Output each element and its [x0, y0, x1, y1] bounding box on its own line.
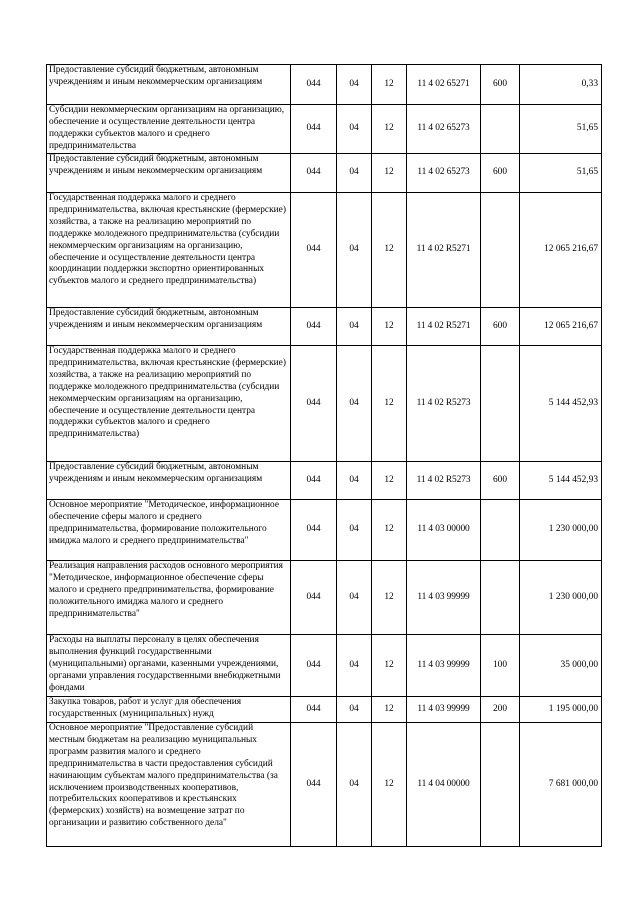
cell-rz: 04 — [337, 65, 372, 105]
cell-pr: 12 — [372, 561, 407, 635]
cell-csr: 11 4 02 65273 — [407, 105, 481, 154]
cell-grbs: 044 — [291, 462, 337, 500]
cell-csr: 11 4 03 99999 — [407, 635, 481, 697]
table-row — [47, 105, 602, 154]
table-row — [47, 308, 602, 346]
cell-csr: 11 4 02 R5273 — [407, 346, 481, 462]
cell-sum: 1 230 000,00 — [520, 500, 602, 561]
cell-csr: 11 4 02 R5271 — [407, 193, 481, 308]
cell-grbs: 044 — [291, 635, 337, 697]
cell-grbs: 044 — [291, 154, 337, 193]
cell-grbs: 044 — [291, 346, 337, 462]
cell-vr: 600 — [481, 308, 520, 346]
cell-pr: 12 — [372, 500, 407, 561]
cell-pr: 12 — [372, 105, 407, 154]
cell-vr — [481, 500, 520, 561]
cell-name: Субсидии некоммерческим организациям на организацию, обеспечение и осуществление деятельности центра поддержки субъектов малого и среднего предпринимательства — [47, 105, 291, 154]
cell-sum: 51,65 — [520, 154, 602, 193]
cell-pr: 12 — [372, 462, 407, 500]
cell-name: Предоставление субсидий бюджетным, автономным учреждениям и иным некоммерческим организациям — [47, 154, 291, 193]
cell-vr: 600 — [481, 462, 520, 500]
cell-pr: 12 — [372, 308, 407, 346]
cell-name: Закупка товаров, работ и услуг для обеспечения государственных (муниципальных) нужд — [47, 697, 291, 723]
cell-vr: 100 — [481, 635, 520, 697]
table-row — [47, 635, 602, 697]
cell-csr: 11 4 02 R5271 — [407, 308, 481, 346]
cell-name: Расходы на выплаты персоналу в целях обеспечения выполнения функций государственными (муниципальными) органами, казенными учреждениями, органами управления государственными внебюджетными фондами — [47, 635, 291, 697]
cell-name: Предоставление субсидий бюджетным, автономным учреждениям и иным некоммерческим организациям — [47, 65, 291, 105]
cell-pr: 12 — [372, 154, 407, 193]
cell-csr: 11 4 03 99999 — [407, 697, 481, 723]
cell-grbs: 044 — [291, 697, 337, 723]
cell-sum: 5 144 452,93 — [520, 346, 602, 462]
cell-name: Государственная поддержка малого и среднего предпринимательства, включая крестьянские (фермерские) хозяйства, а также на реализацию мероприятий по поддержке молодежного предпринимательства (субсидии некоммерческим организациям на организацию, обеспечение и осуществление деятельности центра поддержки субъектов малого и среднего предпринимательства) — [47, 346, 291, 462]
cell-rz: 04 — [337, 154, 372, 193]
cell-rz: 04 — [337, 462, 372, 500]
table-row — [47, 500, 602, 561]
table-row — [47, 346, 602, 462]
table-row — [47, 154, 602, 193]
cell-pr: 12 — [372, 697, 407, 723]
cell-sum: 1 230 000,00 — [520, 561, 602, 635]
cell-name: Основное мероприятие "Методическое, информационное обеспечение сферы малого и среднего предпринимательства, формирование положительного имиджа малого и среднего предпринимательства" — [47, 500, 291, 561]
table-row — [47, 462, 602, 500]
cell-sum: 0,33 — [520, 65, 602, 105]
table-row — [47, 193, 602, 308]
cell-vr: 600 — [481, 65, 520, 105]
cell-csr: 11 4 02 R5273 — [407, 462, 481, 500]
cell-vr — [481, 346, 520, 462]
cell-pr: 12 — [372, 635, 407, 697]
cell-pr: 12 — [372, 346, 407, 462]
cell-vr — [481, 723, 520, 847]
cell-csr: 11 4 02 65271 — [407, 65, 481, 105]
cell-rz: 04 — [337, 500, 372, 561]
cell-vr — [481, 105, 520, 154]
cell-grbs: 044 — [291, 723, 337, 847]
budget-table — [46, 64, 602, 847]
cell-grbs: 044 — [291, 500, 337, 561]
cell-name: Реализация направления расходов основного мероприятия "Методическое, информационное обеспечение сферы малого и среднего предпринимательства, формирование положительного имиджа малого и среднего предпринимательства" — [47, 561, 291, 635]
cell-name: Государственная поддержка малого и среднего предпринимательства, включая крестьянские (фермерские) хозяйства, а также на реализацию мероприятий по поддержке молодежного предпринимательства (субсидии некоммерческим организациям на организацию, обеспечение и осуществление деятельности центра координации поддержки экспортно ориентированных субъектов малого и среднего предпринимательства) — [47, 193, 291, 308]
cell-rz: 04 — [337, 697, 372, 723]
cell-grbs: 044 — [291, 65, 337, 105]
cell-sum: 35 000,00 — [520, 635, 602, 697]
cell-sum: 7 681 000,00 — [520, 723, 602, 847]
table-row — [47, 65, 602, 105]
cell-csr: 11 4 03 99999 — [407, 561, 481, 635]
cell-grbs: 044 — [291, 561, 337, 635]
cell-pr: 12 — [372, 193, 407, 308]
cell-pr: 12 — [372, 65, 407, 105]
cell-sum: 1 195 000,00 — [520, 697, 602, 723]
cell-vr — [481, 193, 520, 308]
cell-pr: 12 — [372, 723, 407, 847]
cell-csr: 11 4 03 00000 — [407, 500, 481, 561]
cell-rz: 04 — [337, 105, 372, 154]
cell-rz: 04 — [337, 561, 372, 635]
cell-grbs: 044 — [291, 308, 337, 346]
cell-vr — [481, 561, 520, 635]
table-row — [47, 723, 602, 847]
cell-rz: 04 — [337, 308, 372, 346]
cell-rz: 04 — [337, 635, 372, 697]
table-row — [47, 561, 602, 635]
cell-rz: 04 — [337, 346, 372, 462]
cell-rz: 04 — [337, 193, 372, 308]
cell-grbs: 044 — [291, 105, 337, 154]
table-row — [47, 697, 602, 723]
cell-name: Предоставление субсидий бюджетным, автономным учреждениям и иным некоммерческим организациям — [47, 308, 291, 346]
cell-grbs: 044 — [291, 193, 337, 308]
cell-csr: 11 4 02 65273 — [407, 154, 481, 193]
cell-sum: 51,65 — [520, 105, 602, 154]
cell-sum: 12 065 216,67 — [520, 193, 602, 308]
cell-name: Основное мероприятие "Предоставление субсидий местным бюджетам на реализацию муниципальных программ развития малого и среднего предпринимательства в части предоставления субсидий начинающим субъектам малого предпринимательства (за исключением производственных кооперативов, потребительских кооперативов и крестьянских (фермерских) хозяйств) на возмещение затрат по организации и развитию собственного дела" — [47, 723, 291, 847]
cell-name: Предоставление субсидий бюджетным, автономным учреждениям и иным некоммерческим организациям — [47, 462, 291, 500]
cell-sum: 12 065 216,67 — [520, 308, 602, 346]
cell-csr: 11 4 04 00000 — [407, 723, 481, 847]
cell-rz: 04 — [337, 723, 372, 847]
cell-vr: 200 — [481, 697, 520, 723]
cell-sum: 5 144 452,93 — [520, 462, 602, 500]
cell-vr: 600 — [481, 154, 520, 193]
